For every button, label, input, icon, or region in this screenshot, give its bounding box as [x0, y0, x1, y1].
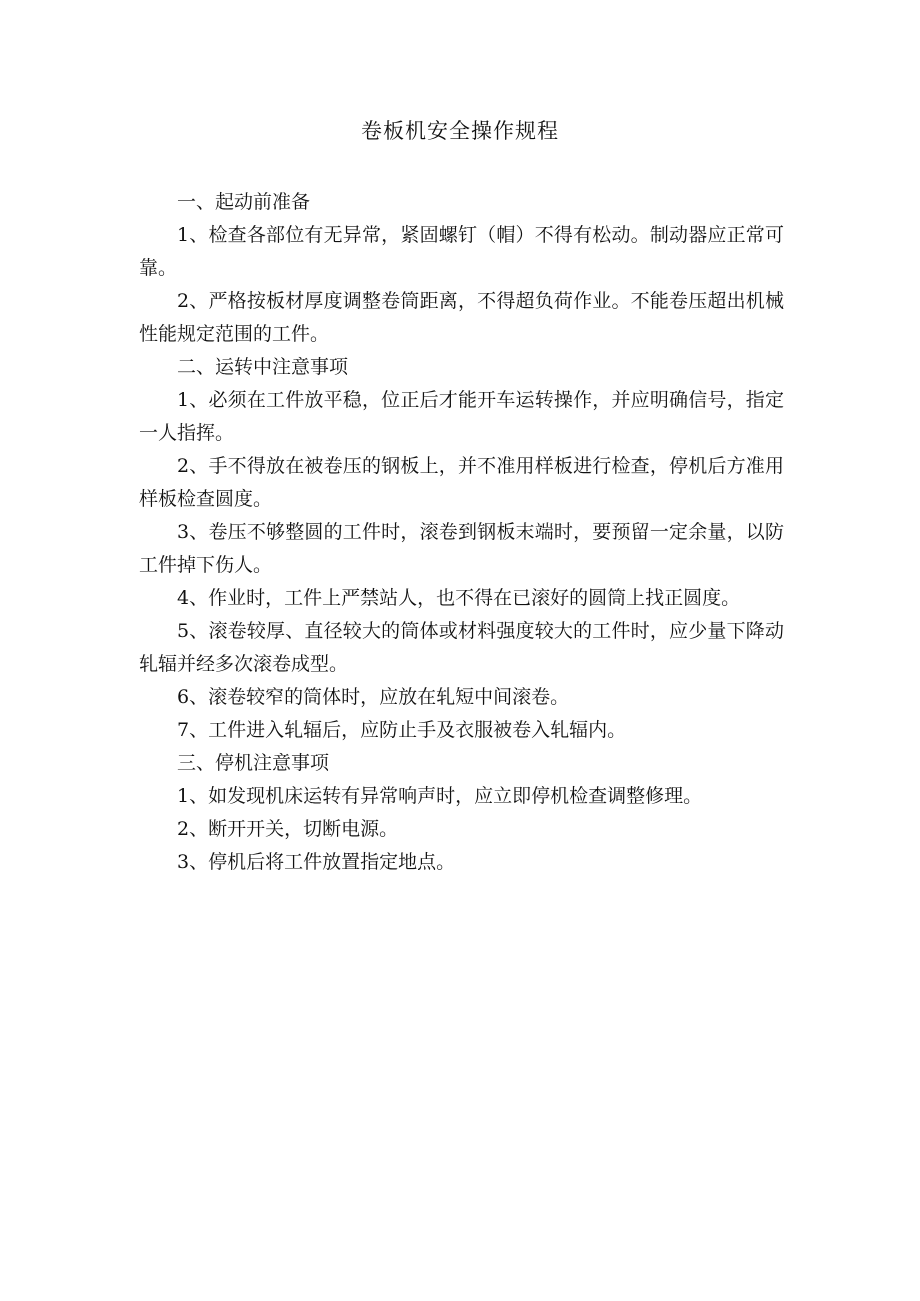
paragraph: 3、停机后将工件放置指定地点。	[177, 851, 456, 873]
section-heading-preparation: 一、起动前准备	[177, 191, 311, 213]
paragraph: 4、作业时，工件上严禁站人，也不得在已滚好的圆筒上找正圆度。	[177, 587, 741, 609]
paragraph: 2、断开开关，切断电源。	[177, 818, 399, 840]
document-body	[139, 186, 784, 879]
document-title: 卷板机安全操作规程	[361, 119, 559, 143]
section-heading-operation: 二、运转中注意事项	[177, 356, 349, 378]
paragraph: 7、工件进入轧辐后，应防止手及衣服被卷入轧辐内。	[177, 719, 627, 741]
paragraph: 1、检查各部位有无异常，紧固螺钉（帽）不得有松动。制动器应正常可靠。	[139, 224, 784, 279]
paragraph: 5、滚卷较厚、直径较大的筒体或材料强度较大的工件时，应少量下降动轧辐并经多次滚卷成型。	[139, 620, 784, 675]
section-heading-shutdown: 三、停机注意事项	[177, 752, 330, 774]
paragraph: 1、必须在工件放平稳，位正后才能开车运转操作，并应明确信号，指定一人指挥。	[139, 389, 784, 444]
paragraph: 2、手不得放在被卷压的钢板上，并不准用样板进行检查，停机后方准用样板检查圆度。	[139, 455, 784, 510]
paragraph: 6、滚卷较窄的筒体时，应放在轧短中间滚卷。	[177, 686, 570, 708]
paragraph: 2、严格按板材厚度调整卷筒距离，不得超负荷作业。不能卷压超出机械性能规定范围的工件。	[139, 290, 784, 345]
paragraph: 3、卷压不够整圆的工件时，滚卷到钢板末端时，要预留一定余量，以防工件掉下伤人。	[139, 521, 784, 576]
paragraph: 1、如发现机床运转有异常响声时，应立即停机检查调整修理。	[177, 785, 703, 807]
